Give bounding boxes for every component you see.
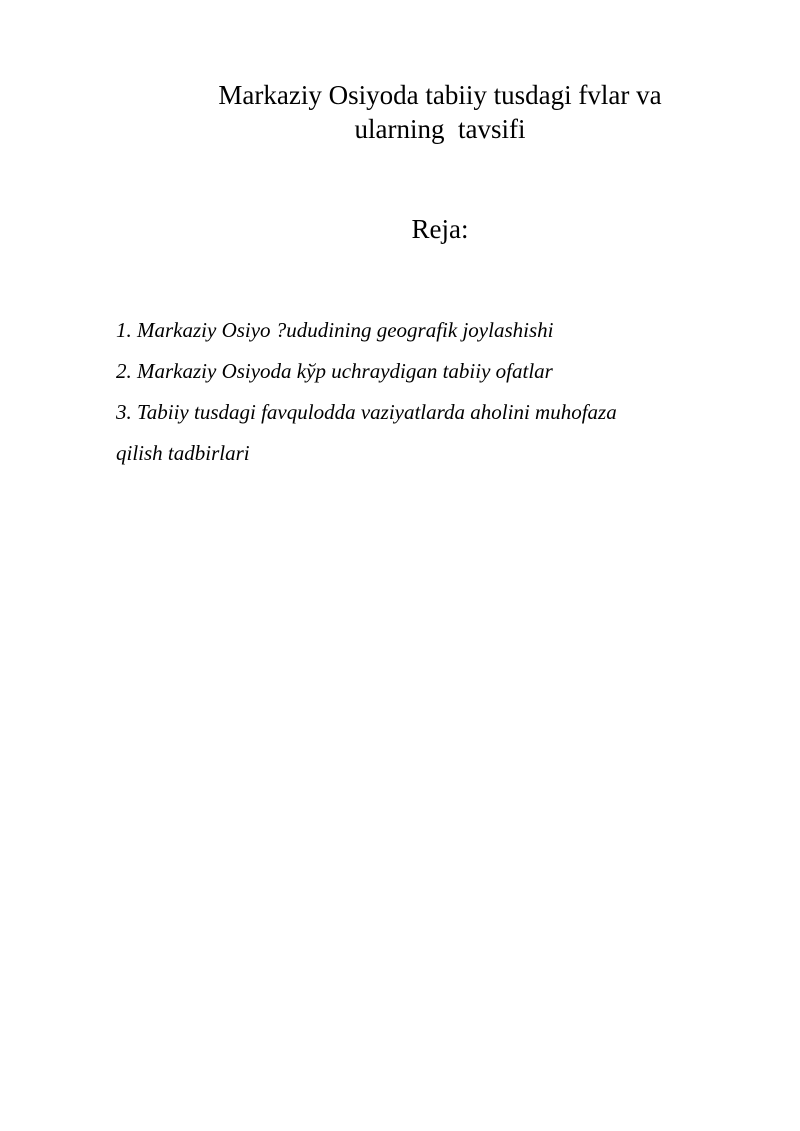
title-line-2: ularning tavsifi [354,114,526,144]
plan-item-3: 3. Tabiiy tusdagi favqulodda vaziyatlarda aholini muhofaza [116,400,617,424]
plan-list [116,310,716,474]
document-title [140,78,740,146]
plan-item-2: 2. Markaziy Osiyoda kўp uchraydigan tabiiy ofatlar [116,359,553,383]
plan-item-3-continuation: qilish tadbirlari [116,441,250,465]
plan-item-1: 1. Markaziy Osiyo ?ududining geografik joylashishi [116,318,554,342]
title-line-1: Markaziy Osiyoda tabiiy tusdagi fvlar va [218,80,662,110]
plan-heading: Reja: [411,214,469,244]
